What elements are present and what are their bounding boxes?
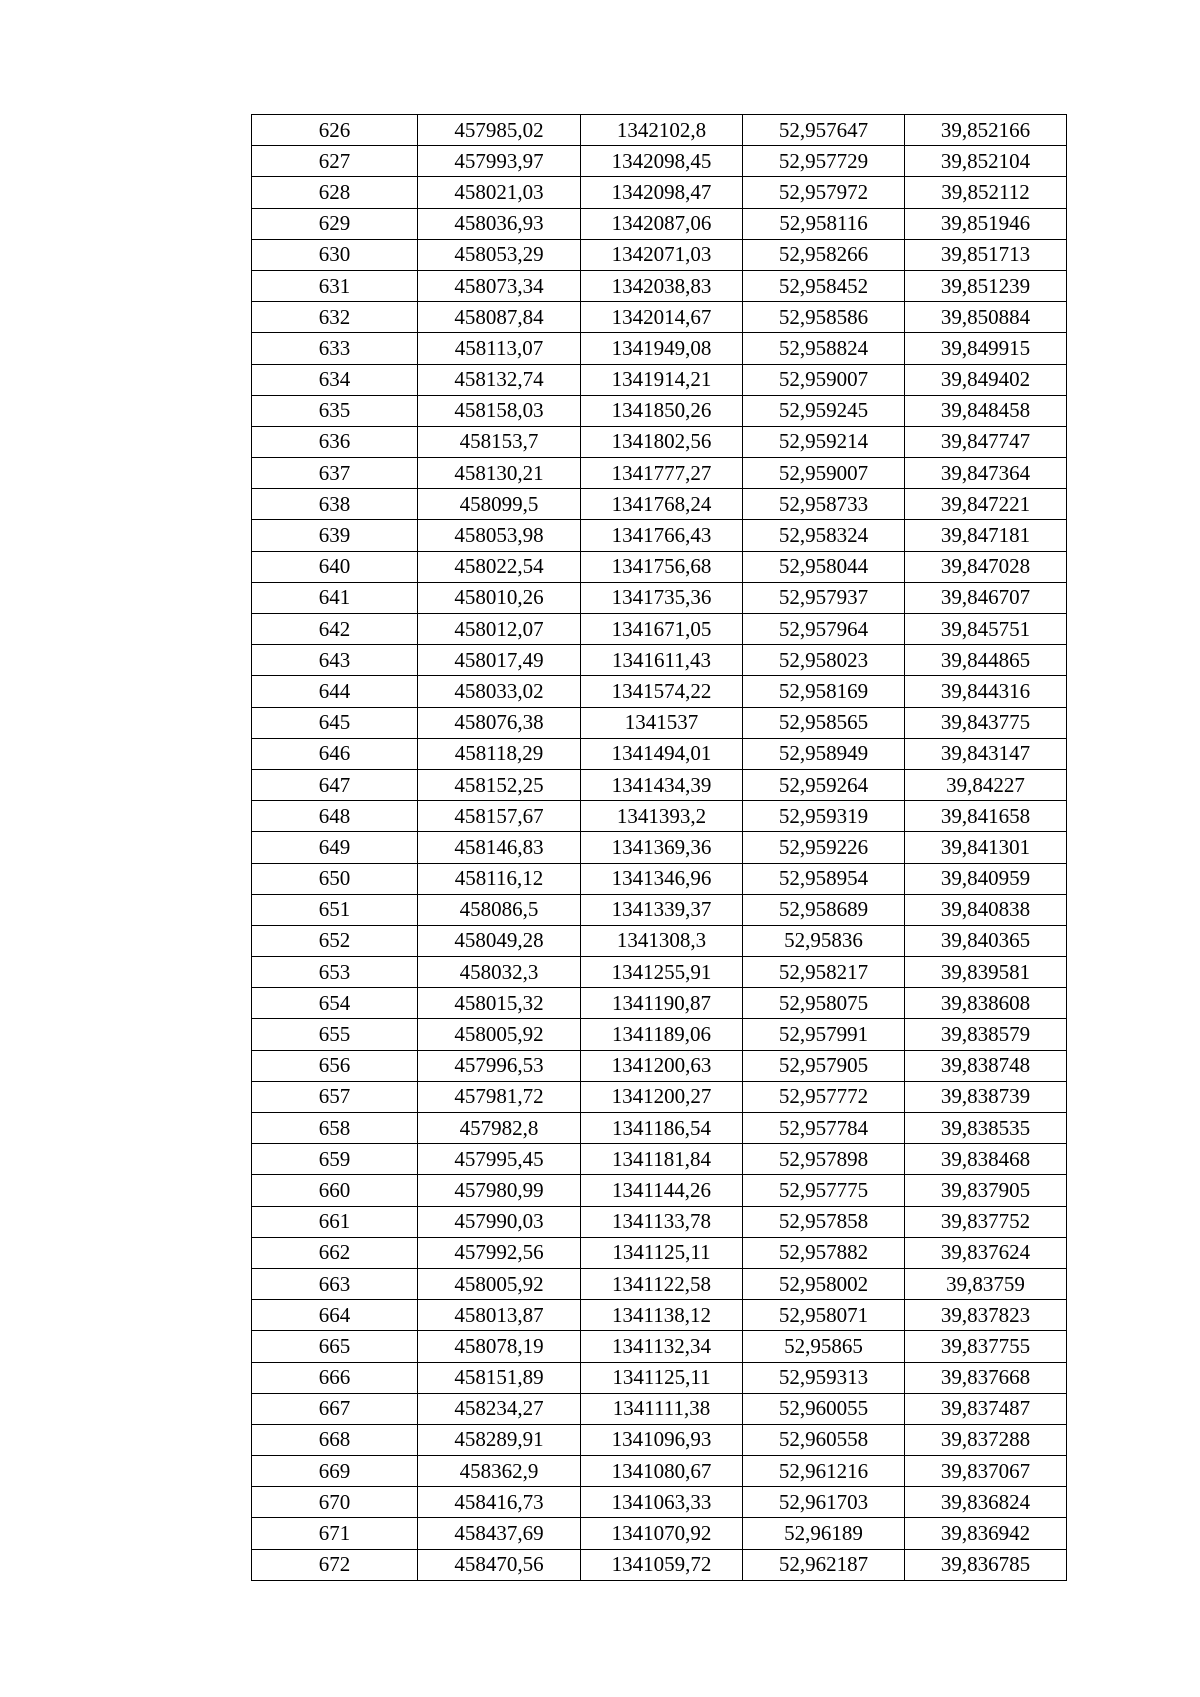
table-row — [252, 333, 1067, 364]
latitude-cell: 52,959226 — [743, 832, 905, 863]
longitude-cell: 39,849915 — [905, 333, 1067, 364]
longitude-cell: 39,837823 — [905, 1300, 1067, 1331]
latitude-cell: 52,959007 — [743, 458, 905, 489]
table-row — [252, 1300, 1067, 1331]
x-coordinate-cell: 458073,34 — [418, 270, 581, 301]
longitude-cell: 39,847747 — [905, 426, 1067, 457]
longitude-cell: 39,852104 — [905, 146, 1067, 177]
x-coordinate-cell: 458132,74 — [418, 364, 581, 395]
y-coordinate-cell: 1341125,11 — [581, 1362, 743, 1393]
y-coordinate-cell: 1341125,11 — [581, 1237, 743, 1268]
x-coordinate-cell: 458049,28 — [418, 925, 581, 956]
y-coordinate-cell: 1341080,67 — [581, 1456, 743, 1487]
x-coordinate-cell: 458234,27 — [418, 1393, 581, 1424]
point-number-cell: 670 — [252, 1487, 418, 1518]
x-coordinate-cell: 458153,7 — [418, 426, 581, 457]
point-number-cell: 636 — [252, 426, 418, 457]
y-coordinate-cell: 1341537 — [581, 707, 743, 738]
x-coordinate-cell: 458053,98 — [418, 520, 581, 551]
y-coordinate-cell: 1342071,03 — [581, 239, 743, 270]
latitude-cell: 52,95865 — [743, 1331, 905, 1362]
x-coordinate-cell: 458362,9 — [418, 1456, 581, 1487]
longitude-cell: 39,840959 — [905, 863, 1067, 894]
y-coordinate-cell: 1342102,8 — [581, 115, 743, 146]
longitude-cell: 39,837752 — [905, 1206, 1067, 1237]
y-coordinate-cell: 1342087,06 — [581, 208, 743, 239]
y-coordinate-cell: 1341308,3 — [581, 925, 743, 956]
latitude-cell: 52,958044 — [743, 551, 905, 582]
y-coordinate-cell: 1341434,39 — [581, 769, 743, 800]
latitude-cell: 52,958116 — [743, 208, 905, 239]
coordinates-table — [251, 114, 1067, 1581]
y-coordinate-cell: 1341949,08 — [581, 333, 743, 364]
table-row — [252, 551, 1067, 582]
latitude-cell: 52,96189 — [743, 1518, 905, 1549]
y-coordinate-cell: 1341574,22 — [581, 676, 743, 707]
point-number-cell: 658 — [252, 1113, 418, 1144]
latitude-cell: 52,957905 — [743, 1050, 905, 1081]
latitude-cell: 52,961216 — [743, 1456, 905, 1487]
table-row — [252, 1081, 1067, 1112]
y-coordinate-cell: 1341200,27 — [581, 1081, 743, 1112]
longitude-cell: 39,837668 — [905, 1362, 1067, 1393]
table-row — [252, 1268, 1067, 1299]
table-row — [252, 645, 1067, 676]
longitude-cell: 39,851713 — [905, 239, 1067, 270]
longitude-cell: 39,836942 — [905, 1518, 1067, 1549]
table-row — [252, 270, 1067, 301]
longitude-cell: 39,837905 — [905, 1175, 1067, 1206]
longitude-cell: 39,836824 — [905, 1487, 1067, 1518]
table-row — [252, 1456, 1067, 1487]
x-coordinate-cell: 458005,92 — [418, 1268, 581, 1299]
latitude-cell: 52,958023 — [743, 645, 905, 676]
y-coordinate-cell: 1341186,54 — [581, 1113, 743, 1144]
point-number-cell: 632 — [252, 302, 418, 333]
y-coordinate-cell: 1341132,34 — [581, 1331, 743, 1362]
longitude-cell: 39,852166 — [905, 115, 1067, 146]
point-number-cell: 628 — [252, 177, 418, 208]
point-number-cell: 666 — [252, 1362, 418, 1393]
y-coordinate-cell: 1342038,83 — [581, 270, 743, 301]
table-row — [252, 395, 1067, 426]
latitude-cell: 52,959245 — [743, 395, 905, 426]
table-row — [252, 925, 1067, 956]
longitude-cell: 39,850884 — [905, 302, 1067, 333]
latitude-cell: 52,95836 — [743, 925, 905, 956]
table-row — [252, 1331, 1067, 1362]
x-coordinate-cell: 458289,91 — [418, 1424, 581, 1455]
y-coordinate-cell: 1341850,26 — [581, 395, 743, 426]
latitude-cell: 52,958586 — [743, 302, 905, 333]
table-row — [252, 1549, 1067, 1580]
latitude-cell: 52,958689 — [743, 894, 905, 925]
longitude-cell: 39,837487 — [905, 1393, 1067, 1424]
longitude-cell: 39,844316 — [905, 676, 1067, 707]
x-coordinate-cell: 458099,5 — [418, 489, 581, 520]
x-coordinate-cell: 458437,69 — [418, 1518, 581, 1549]
latitude-cell: 52,959007 — [743, 364, 905, 395]
latitude-cell: 52,957729 — [743, 146, 905, 177]
longitude-cell: 39,845751 — [905, 614, 1067, 645]
point-number-cell: 668 — [252, 1424, 418, 1455]
longitude-cell: 39,841301 — [905, 832, 1067, 863]
point-number-cell: 661 — [252, 1206, 418, 1237]
point-number-cell: 630 — [252, 239, 418, 270]
y-coordinate-cell: 1341133,78 — [581, 1206, 743, 1237]
x-coordinate-cell: 458152,25 — [418, 769, 581, 800]
y-coordinate-cell: 1341063,33 — [581, 1487, 743, 1518]
x-coordinate-cell: 458022,54 — [418, 551, 581, 582]
y-coordinate-cell: 1341144,26 — [581, 1175, 743, 1206]
point-number-cell: 641 — [252, 582, 418, 613]
x-coordinate-cell: 458157,67 — [418, 801, 581, 832]
table-row — [252, 582, 1067, 613]
y-coordinate-cell: 1341611,43 — [581, 645, 743, 676]
x-coordinate-cell: 458032,3 — [418, 957, 581, 988]
longitude-cell: 39,838608 — [905, 988, 1067, 1019]
point-number-cell: 667 — [252, 1393, 418, 1424]
longitude-cell: 39,840838 — [905, 894, 1067, 925]
table-row — [252, 863, 1067, 894]
y-coordinate-cell: 1341122,58 — [581, 1268, 743, 1299]
table-row — [252, 1175, 1067, 1206]
point-number-cell: 629 — [252, 208, 418, 239]
latitude-cell: 52,957647 — [743, 115, 905, 146]
point-number-cell: 652 — [252, 925, 418, 956]
x-coordinate-cell: 457980,99 — [418, 1175, 581, 1206]
longitude-cell: 39,838468 — [905, 1144, 1067, 1175]
latitude-cell: 52,957784 — [743, 1113, 905, 1144]
table-row — [252, 1019, 1067, 1050]
latitude-cell: 52,957991 — [743, 1019, 905, 1050]
table-row — [252, 146, 1067, 177]
point-number-cell: 637 — [252, 458, 418, 489]
table-row — [252, 614, 1067, 645]
y-coordinate-cell: 1341393,2 — [581, 801, 743, 832]
longitude-cell: 39,852112 — [905, 177, 1067, 208]
longitude-cell: 39,838535 — [905, 1113, 1067, 1144]
x-coordinate-cell: 458116,12 — [418, 863, 581, 894]
latitude-cell: 52,957858 — [743, 1206, 905, 1237]
point-number-cell: 635 — [252, 395, 418, 426]
x-coordinate-cell: 458017,49 — [418, 645, 581, 676]
x-coordinate-cell: 458130,21 — [418, 458, 581, 489]
y-coordinate-cell: 1341190,87 — [581, 988, 743, 1019]
table-row — [252, 115, 1067, 146]
table-row — [252, 1424, 1067, 1455]
latitude-cell: 52,958565 — [743, 707, 905, 738]
longitude-cell: 39,847364 — [905, 458, 1067, 489]
latitude-cell: 52,958733 — [743, 489, 905, 520]
x-coordinate-cell: 457990,03 — [418, 1206, 581, 1237]
x-coordinate-cell: 457992,56 — [418, 1237, 581, 1268]
x-coordinate-cell: 458151,89 — [418, 1362, 581, 1393]
table-row — [252, 738, 1067, 769]
latitude-cell: 52,959264 — [743, 769, 905, 800]
x-coordinate-cell: 458012,07 — [418, 614, 581, 645]
longitude-cell: 39,83759 — [905, 1268, 1067, 1299]
table-row — [252, 832, 1067, 863]
longitude-cell: 39,837067 — [905, 1456, 1067, 1487]
longitude-cell: 39,843147 — [905, 738, 1067, 769]
latitude-cell: 52,957964 — [743, 614, 905, 645]
longitude-cell: 39,839581 — [905, 957, 1067, 988]
x-coordinate-cell: 458118,29 — [418, 738, 581, 769]
y-coordinate-cell: 1342098,45 — [581, 146, 743, 177]
latitude-cell: 52,958071 — [743, 1300, 905, 1331]
x-coordinate-cell: 458146,83 — [418, 832, 581, 863]
longitude-cell: 39,837755 — [905, 1331, 1067, 1362]
longitude-cell: 39,84227 — [905, 769, 1067, 800]
point-number-cell: 649 — [252, 832, 418, 863]
y-coordinate-cell: 1341671,05 — [581, 614, 743, 645]
x-coordinate-cell: 458113,07 — [418, 333, 581, 364]
table-row — [252, 426, 1067, 457]
x-coordinate-cell: 458033,02 — [418, 676, 581, 707]
longitude-cell: 39,838739 — [905, 1081, 1067, 1112]
y-coordinate-cell: 1341070,92 — [581, 1518, 743, 1549]
table-row — [252, 1144, 1067, 1175]
latitude-cell: 52,958266 — [743, 239, 905, 270]
point-number-cell: 638 — [252, 489, 418, 520]
point-number-cell: 662 — [252, 1237, 418, 1268]
latitude-cell: 52,957775 — [743, 1175, 905, 1206]
x-coordinate-cell: 458053,29 — [418, 239, 581, 270]
x-coordinate-cell: 458416,73 — [418, 1487, 581, 1518]
latitude-cell: 52,958452 — [743, 270, 905, 301]
latitude-cell: 52,958324 — [743, 520, 905, 551]
table-row — [252, 177, 1067, 208]
table-row — [252, 1518, 1067, 1549]
latitude-cell: 52,958169 — [743, 676, 905, 707]
point-number-cell: 626 — [252, 115, 418, 146]
y-coordinate-cell: 1341494,01 — [581, 738, 743, 769]
x-coordinate-cell: 458036,93 — [418, 208, 581, 239]
x-coordinate-cell: 458086,5 — [418, 894, 581, 925]
longitude-cell: 39,844865 — [905, 645, 1067, 676]
x-coordinate-cell: 458087,84 — [418, 302, 581, 333]
latitude-cell: 52,958824 — [743, 333, 905, 364]
latitude-cell: 52,958949 — [743, 738, 905, 769]
point-number-cell: 664 — [252, 1300, 418, 1331]
table-row — [252, 239, 1067, 270]
point-number-cell: 644 — [252, 676, 418, 707]
table-row — [252, 302, 1067, 333]
latitude-cell: 52,959313 — [743, 1362, 905, 1393]
x-coordinate-cell: 458470,56 — [418, 1549, 581, 1580]
longitude-cell: 39,846707 — [905, 582, 1067, 613]
table-row — [252, 769, 1067, 800]
x-coordinate-cell: 458010,26 — [418, 582, 581, 613]
y-coordinate-cell: 1341200,63 — [581, 1050, 743, 1081]
point-number-cell: 646 — [252, 738, 418, 769]
y-coordinate-cell: 1341111,38 — [581, 1393, 743, 1424]
latitude-cell: 52,957972 — [743, 177, 905, 208]
longitude-cell: 39,838748 — [905, 1050, 1067, 1081]
table-row — [252, 1487, 1067, 1518]
y-coordinate-cell: 1341914,21 — [581, 364, 743, 395]
latitude-cell: 52,957898 — [743, 1144, 905, 1175]
table-row — [252, 1050, 1067, 1081]
table-row — [252, 208, 1067, 239]
point-number-cell: 660 — [252, 1175, 418, 1206]
x-coordinate-cell: 458015,32 — [418, 988, 581, 1019]
longitude-cell: 39,843775 — [905, 707, 1067, 738]
latitude-cell: 52,958002 — [743, 1268, 905, 1299]
x-coordinate-cell: 457996,53 — [418, 1050, 581, 1081]
table-row — [252, 707, 1067, 738]
table-row — [252, 1393, 1067, 1424]
longitude-cell: 39,838579 — [905, 1019, 1067, 1050]
x-coordinate-cell: 458076,38 — [418, 707, 581, 738]
y-coordinate-cell: 1342014,67 — [581, 302, 743, 333]
longitude-cell: 39,851239 — [905, 270, 1067, 301]
table-row — [252, 801, 1067, 832]
table-row — [252, 489, 1067, 520]
x-coordinate-cell: 458005,92 — [418, 1019, 581, 1050]
table-row — [252, 1206, 1067, 1237]
latitude-cell: 52,959214 — [743, 426, 905, 457]
longitude-cell: 39,840365 — [905, 925, 1067, 956]
longitude-cell: 39,837624 — [905, 1237, 1067, 1268]
y-coordinate-cell: 1341181,84 — [581, 1144, 743, 1175]
x-coordinate-cell: 457985,02 — [418, 115, 581, 146]
table-row — [252, 1237, 1067, 1268]
y-coordinate-cell: 1341138,12 — [581, 1300, 743, 1331]
table-row — [252, 1113, 1067, 1144]
point-number-cell: 647 — [252, 769, 418, 800]
y-coordinate-cell: 1341059,72 — [581, 1549, 743, 1580]
latitude-cell: 52,958075 — [743, 988, 905, 1019]
latitude-cell: 52,962187 — [743, 1549, 905, 1580]
point-number-cell: 631 — [252, 270, 418, 301]
table-row — [252, 520, 1067, 551]
point-number-cell: 655 — [252, 1019, 418, 1050]
longitude-cell: 39,847028 — [905, 551, 1067, 582]
point-number-cell: 656 — [252, 1050, 418, 1081]
table-row — [252, 894, 1067, 925]
point-number-cell: 634 — [252, 364, 418, 395]
y-coordinate-cell: 1341339,37 — [581, 894, 743, 925]
table-row — [252, 364, 1067, 395]
y-coordinate-cell: 1341096,93 — [581, 1424, 743, 1455]
y-coordinate-cell: 1341802,56 — [581, 426, 743, 457]
point-number-cell: 669 — [252, 1456, 418, 1487]
latitude-cell: 52,957937 — [743, 582, 905, 613]
x-coordinate-cell: 458158,03 — [418, 395, 581, 426]
longitude-cell: 39,851946 — [905, 208, 1067, 239]
point-number-cell: 663 — [252, 1268, 418, 1299]
longitude-cell: 39,841658 — [905, 801, 1067, 832]
y-coordinate-cell: 1341768,24 — [581, 489, 743, 520]
point-number-cell: 627 — [252, 146, 418, 177]
y-coordinate-cell: 1342098,47 — [581, 177, 743, 208]
latitude-cell: 52,958217 — [743, 957, 905, 988]
table-row — [252, 458, 1067, 489]
point-number-cell: 657 — [252, 1081, 418, 1112]
point-number-cell: 642 — [252, 614, 418, 645]
x-coordinate-cell: 457982,8 — [418, 1113, 581, 1144]
longitude-cell: 39,847221 — [905, 489, 1067, 520]
longitude-cell: 39,836785 — [905, 1549, 1067, 1580]
point-number-cell: 648 — [252, 801, 418, 832]
point-number-cell: 654 — [252, 988, 418, 1019]
longitude-cell: 39,837288 — [905, 1424, 1067, 1455]
longitude-cell: 39,848458 — [905, 395, 1067, 426]
y-coordinate-cell: 1341766,43 — [581, 520, 743, 551]
table-row — [252, 1362, 1067, 1393]
coordinates-table-body — [252, 115, 1067, 1581]
y-coordinate-cell: 1341756,68 — [581, 551, 743, 582]
point-number-cell: 633 — [252, 333, 418, 364]
latitude-cell: 52,957772 — [743, 1081, 905, 1112]
x-coordinate-cell: 458013,87 — [418, 1300, 581, 1331]
point-number-cell: 659 — [252, 1144, 418, 1175]
point-number-cell: 672 — [252, 1549, 418, 1580]
point-number-cell: 643 — [252, 645, 418, 676]
x-coordinate-cell: 457981,72 — [418, 1081, 581, 1112]
table-row — [252, 957, 1067, 988]
y-coordinate-cell: 1341255,91 — [581, 957, 743, 988]
longitude-cell: 39,847181 — [905, 520, 1067, 551]
point-number-cell: 653 — [252, 957, 418, 988]
x-coordinate-cell: 458021,03 — [418, 177, 581, 208]
y-coordinate-cell: 1341189,06 — [581, 1019, 743, 1050]
latitude-cell: 52,960055 — [743, 1393, 905, 1424]
y-coordinate-cell: 1341369,36 — [581, 832, 743, 863]
latitude-cell: 52,960558 — [743, 1424, 905, 1455]
latitude-cell: 52,957882 — [743, 1237, 905, 1268]
longitude-cell: 39,849402 — [905, 364, 1067, 395]
y-coordinate-cell: 1341777,27 — [581, 458, 743, 489]
y-coordinate-cell: 1341346,96 — [581, 863, 743, 894]
point-number-cell: 665 — [252, 1331, 418, 1362]
latitude-cell: 52,959319 — [743, 801, 905, 832]
point-number-cell: 650 — [252, 863, 418, 894]
point-number-cell: 671 — [252, 1518, 418, 1549]
table-row — [252, 988, 1067, 1019]
x-coordinate-cell: 458078,19 — [418, 1331, 581, 1362]
point-number-cell: 645 — [252, 707, 418, 738]
point-number-cell: 651 — [252, 894, 418, 925]
latitude-cell: 52,958954 — [743, 863, 905, 894]
x-coordinate-cell: 457993,97 — [418, 146, 581, 177]
y-coordinate-cell: 1341735,36 — [581, 582, 743, 613]
point-number-cell: 639 — [252, 520, 418, 551]
latitude-cell: 52,961703 — [743, 1487, 905, 1518]
x-coordinate-cell: 457995,45 — [418, 1144, 581, 1175]
table-row — [252, 676, 1067, 707]
point-number-cell: 640 — [252, 551, 418, 582]
